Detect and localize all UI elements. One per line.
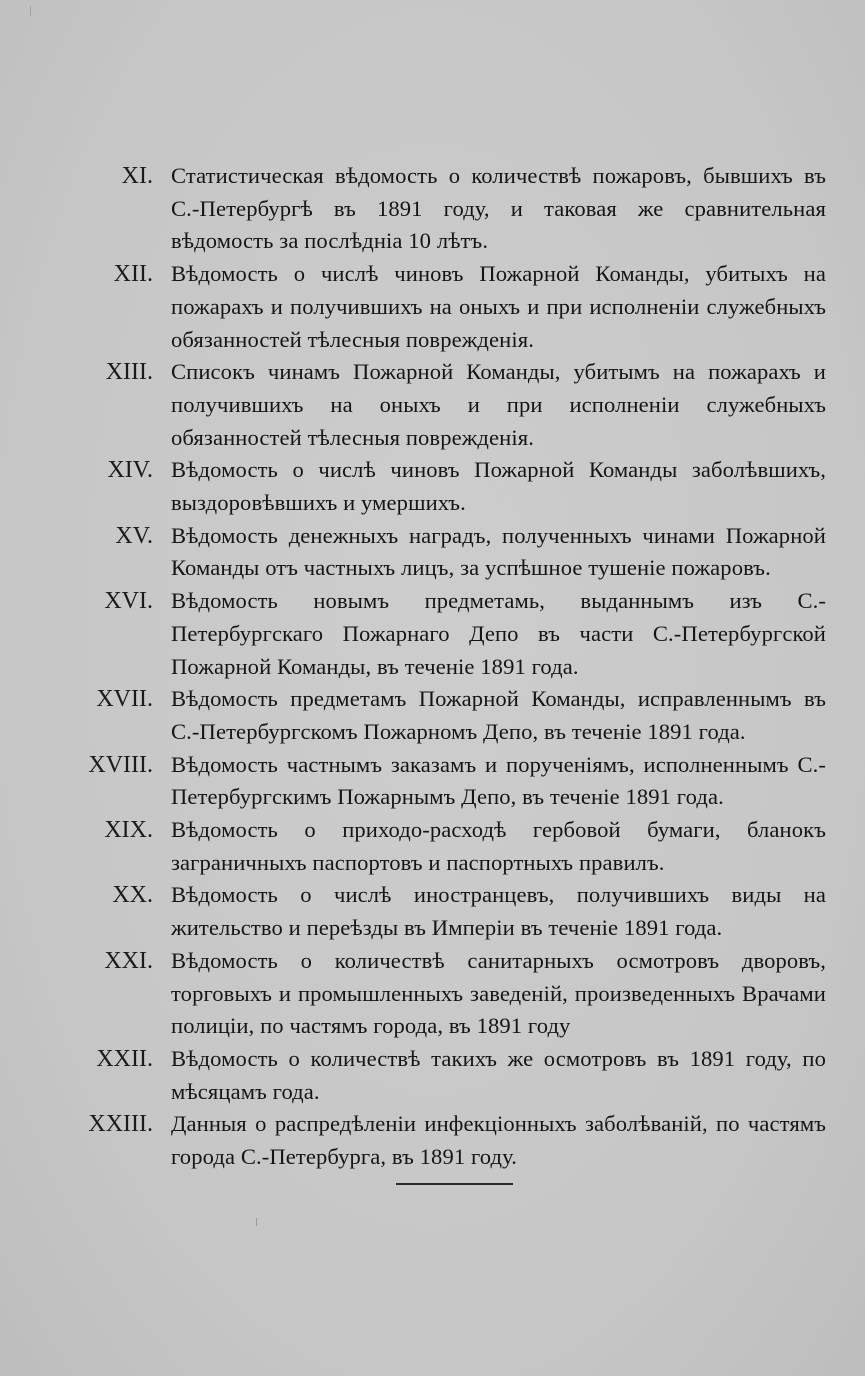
entry-number: XVII. [96, 686, 153, 713]
entry-number: XXI. [104, 947, 153, 974]
entry-text: Вѣдомость о числѣ чиновъ Пожарной Команды, убитыхъ на пожарахъ и получившихъ на оныхъ и при исполненіи служебныхъ обязанностей тѣлесныя поврежденія. [171, 261, 826, 352]
page-mark [30, 6, 31, 16]
closing-rule [396, 1183, 513, 1185]
paper-speck [256, 1218, 257, 1226]
entry-number: XX. [112, 882, 153, 909]
entry-number: XI. [121, 163, 153, 189]
entry-xvii [0, 683, 865, 748]
entry-xxi [0, 945, 865, 1043]
entry-text: Вѣдомость о количествѣ такихъ же осмотровъ въ 1891 году, по мѣсяцамъ года. [171, 1045, 826, 1104]
entry-text: Статистическая вѣдомость о количествѣ пожаровъ, бывшихъ въ С.-Петербургѣ въ 1891 году, и таковая же сравнительная вѣдомость за послѣдніа 10 лѣтъ. [171, 163, 826, 254]
entry-number: XIX. [104, 817, 153, 844]
entry-xix [0, 814, 865, 879]
entry-text: Списокъ чинамъ Пожарной Команды, убитымъ на пожарахъ и получившихъ на оныхъ и при исполненіи служебныхъ обязанностей тѣлесныя поврежденія. [171, 359, 826, 450]
entry-text: Данныя о распредѣленіи инфекціонныхъ заболѣваній, по частямъ города С.-Петербурга, въ 1891 году. [171, 1111, 826, 1170]
entry-number: XV. [115, 522, 153, 549]
entry-xvi [0, 585, 865, 683]
entry-number: XIII. [105, 359, 153, 386]
entry-number: XII. [113, 261, 153, 288]
entry-xx [0, 879, 865, 944]
entry-list [0, 160, 865, 1174]
entry-number: XXIII. [88, 1111, 153, 1138]
entry-text: Вѣдомость частнымъ заказамъ и порученіямъ, исполненнымъ С.-Петербургскимъ Пожарнымъ Депо, въ теченіе 1891 года. [171, 751, 826, 810]
entry-xxiii [0, 1108, 865, 1173]
entry-xiii [0, 356, 865, 454]
entry-number: XIV. [107, 457, 153, 484]
entry-text: Вѣдомость о числѣ чиновъ Пожарной Команды заболѣвшихъ, выздоровѣвшихъ и умершихъ. [171, 457, 826, 516]
entry-text: Вѣдомость новымъ предметамь, выданнымъ изъ С.-Петербургскаго Пожарнаго Депо въ части С.-Петербургской Пожарной Команды, въ теченіе 1891 года. [171, 588, 826, 679]
entry-number: XVI. [104, 588, 153, 615]
entry-xxii [0, 1043, 865, 1108]
entry-xi [0, 160, 865, 258]
entry-text: Вѣдомость денежныхъ наградъ, полученныхъ чинами Пожарной Команды отъ частныхъ лицъ, за успѣшное тушеніе пожаровъ. [171, 522, 826, 581]
entry-text: Вѣдомость предметамъ Пожарной Команды, исправленнымъ въ С.-Петербургскомъ Пожарномъ Депо, въ теченіе 1891 года. [171, 686, 826, 744]
entry-text: Вѣдомость о приходо-расходѣ гербовой бумаги, бланокъ заграничныхъ паспортовъ и паспортныхъ правилъ. [171, 817, 826, 875]
entry-xviii [0, 749, 865, 814]
entry-xiv [0, 454, 865, 519]
entry-text: Вѣдомость о числѣ иностранцевъ, получившихъ виды на жительство и переѣзды въ Имперіи въ теченіе 1891 года. [171, 882, 826, 941]
entry-xv [0, 520, 865, 585]
entry-text: Вѣдомость о количествѣ санитарныхъ осмотровъ дворовъ, торговыхъ и промышленныхъ заведеній, произведенныхъ Врачами полиціи, по частямъ города, въ 1891 году [171, 947, 826, 1039]
entry-xii [0, 258, 865, 356]
entry-number: XXII. [96, 1045, 153, 1072]
entry-number: XVIII. [88, 751, 153, 778]
